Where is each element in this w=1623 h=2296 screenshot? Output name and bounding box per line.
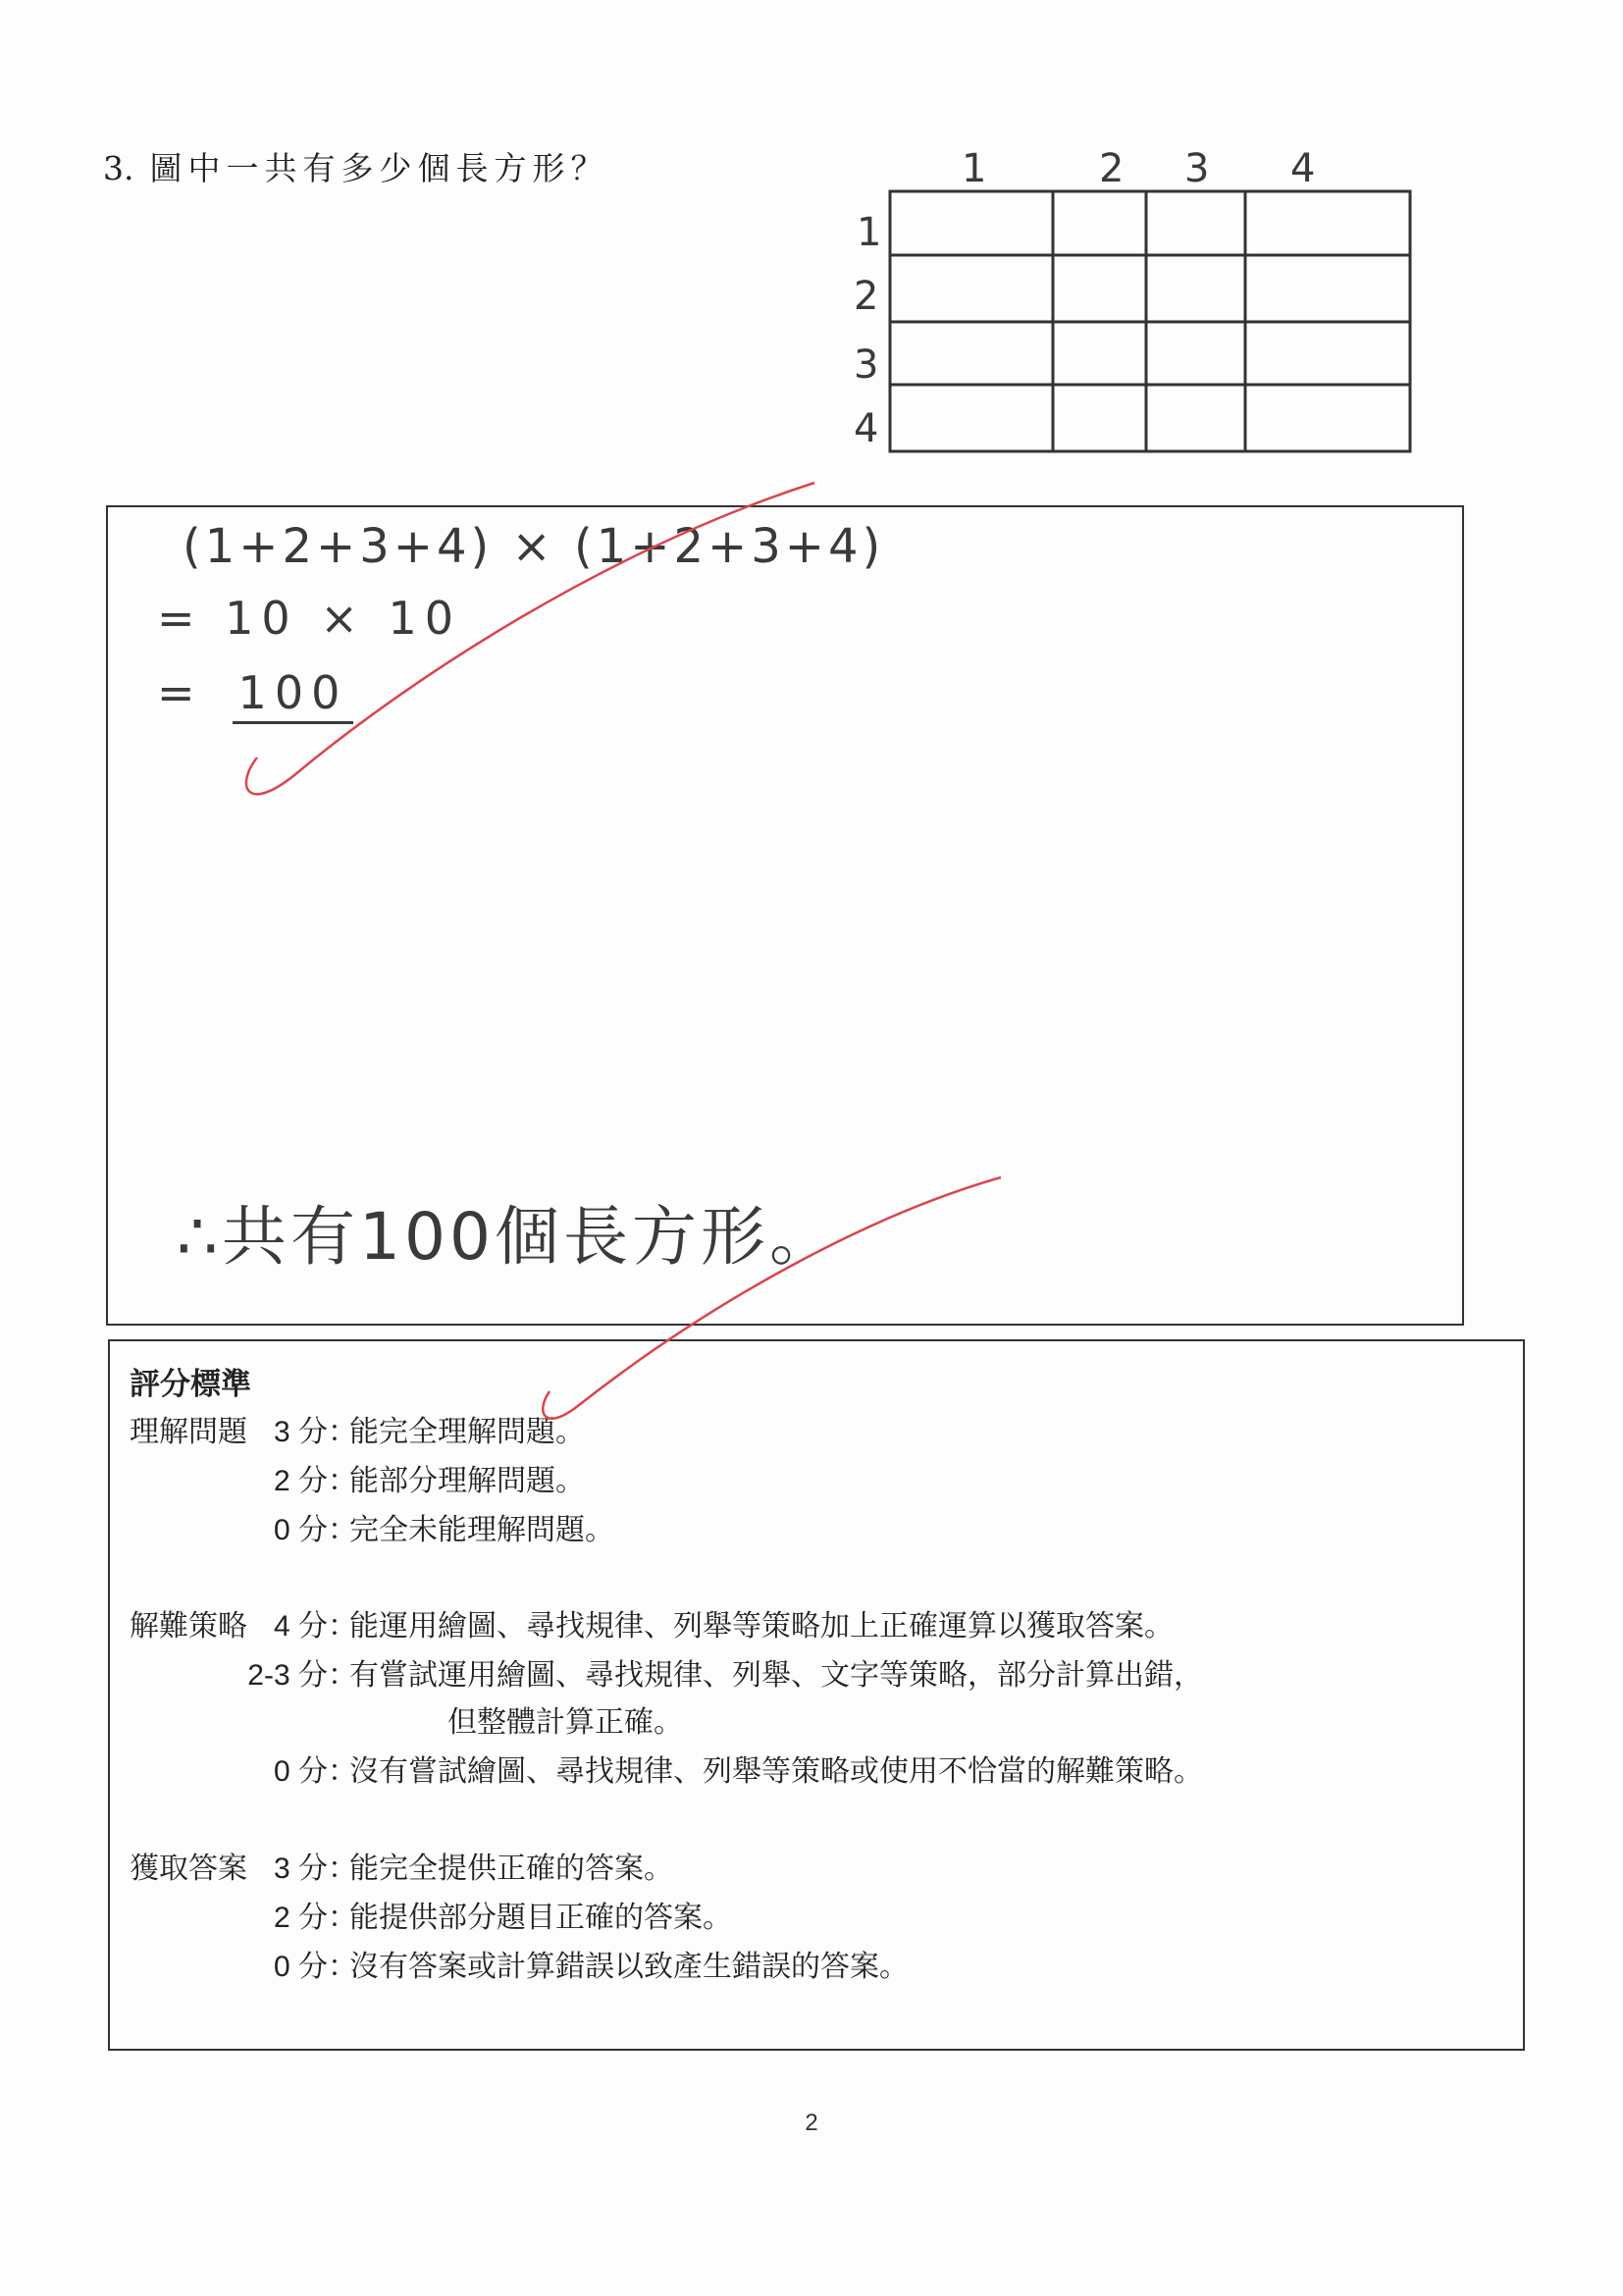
criterion-score: 3 分 [273,1852,328,1885]
rubric-criterion: 0 分：沒有嘗試繪圖、尋找規律、列舉等策略或使用不恰當的解難策略。 [234,1747,1203,1790]
equals-sign: = [157,666,203,719]
column-label: 1 [962,147,987,191]
rectangle-grid-figure [839,147,1428,471]
result-value: 100 [233,666,354,724]
row-label: 2 [854,274,879,319]
rubric-criterion: 2-3 分：有嘗試運用繪圖、尋找規律、列舉、文字等策略，部分計算出錯， [234,1650,1203,1694]
row-label: 3 [854,342,879,388]
question-number: 3. [103,149,134,187]
column-label: 3 [1184,147,1210,191]
criterion-score: 2 分 [273,1902,328,1934]
work-line-product: = 10 × 10 [157,592,462,645]
criterion-text: 能部分理解問題。 [349,1465,585,1497]
rubric-criterion: 0 分：完全未能理解問題。 [234,1505,614,1548]
criterion-score: 3 分 [273,1416,328,1448]
criterion-text: 能完全理解問題。 [349,1416,585,1448]
rubric-category-name: 解難策略 [130,1610,247,1643]
rubric-criterion: 0 分：沒有答案或計算錯誤以致產生錯誤的答案。 [234,1942,909,1985]
rubric-criterion: 2 分：能提供部分題目正確的答案。 [234,1893,732,1936]
row-label: 1 [857,210,882,255]
criterion-text: 有嘗試運用繪圖、尋找規律、列舉、文字等策略，部分計算出錯， [349,1659,1203,1692]
criterion-score: 2 分 [273,1465,328,1497]
row-label: 4 [854,406,879,451]
rubric-category-name: 獲取答案 [130,1852,247,1885]
rubric-category-name: 理解問題 [130,1416,247,1448]
criterion-text: 沒有答案或計算錯誤以致產生錯誤的答案。 [349,1951,909,1983]
column-label: 4 [1290,147,1316,191]
criterion-score: 4 分 [273,1610,328,1643]
criterion-text: 能提供部分題目正確的答案。 [349,1902,732,1934]
rubric-title: 評分標準 [130,1367,251,1401]
student-work-box [106,505,1464,1326]
criterion-score: 2-3 分 [247,1659,328,1692]
criterion-text-continued: 但整體計算正確。 [447,1706,683,1739]
rubric-criterion: 4 分：能運用繪圖、尋找規律、列舉等策略加上正確運算以獲取答案。 [234,1601,1174,1644]
criterion-text: 完全未能理解問題。 [349,1514,614,1546]
criterion-score: 0 分 [273,1755,328,1788]
question-line [103,143,609,189]
criterion-text: 能完全提供正確的答案。 [349,1852,673,1885]
criterion-text: 能運用繪圖、尋找規律、列舉等策略加上正確運算以獲取答案。 [349,1610,1174,1643]
rubric-criterion: 2 分：能部分理解問題。 [234,1456,585,1499]
criterion-text: 沒有嘗試繪圖、尋找規律、列舉等策略或使用不恰當的解難策略。 [349,1755,1203,1788]
work-line-expression: (1+2+3+4) × (1+2+3+4) [183,519,885,574]
rubric-criterion: 3 分：能完全理解問題。 [234,1407,585,1450]
scoring-rubric-box [108,1339,1525,2051]
page-number: 2 [805,2110,818,2136]
column-label: 2 [1099,147,1125,191]
criterion-score: 0 分 [273,1514,328,1546]
question-text: 圖中一共有多少個長方形？ [149,149,609,187]
final-answer: ∴共有100個長方形。 [177,1199,838,1275]
criterion-score: 0 分 [273,1951,328,1983]
rubric-criterion: 3 分：能完全提供正確的答案。 [234,1844,673,1887]
work-line-result [157,666,353,719]
